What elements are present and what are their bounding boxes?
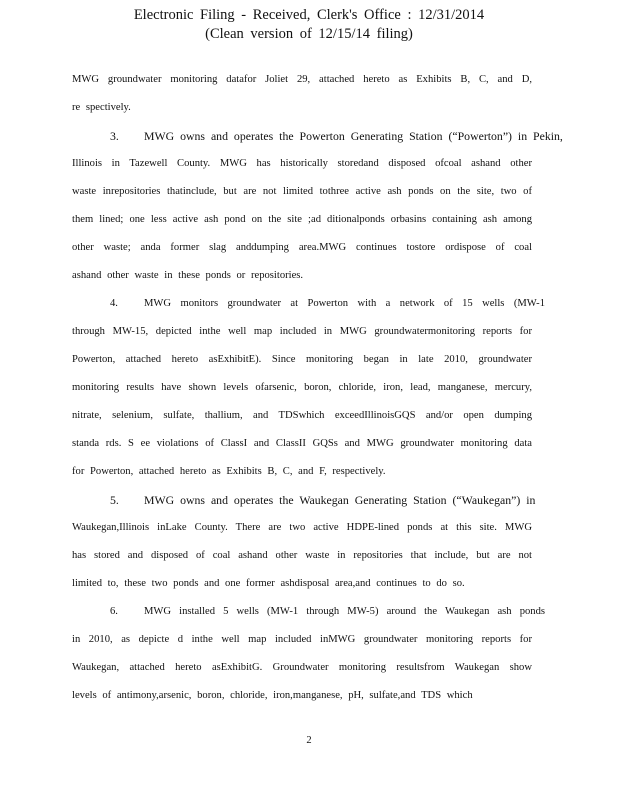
body-line: Waukegan, attached hereto asExhibitG. Groundwater monitoring resultsfrom Waukegan show: [72, 662, 532, 673]
body-line: nitrate, selenium, sulfate, thallium, and TDSwhich exceedIllinoisGQS and/or open dumping: [72, 410, 532, 421]
paragraph-number: 4.: [110, 298, 118, 309]
body-line: has stored and disposed of coal ashand other waste in repositories that include, but are not: [72, 550, 532, 561]
filing-version-line: (Clean version of 12/15/14 filing): [205, 26, 413, 42]
body-line: for Powerton, attached hereto as Exhibits B, C, and F, respectively.: [72, 466, 386, 477]
paragraph-number: 3.: [110, 129, 119, 143]
body-line: limited to, these two ponds and one former ashdisposal area,and continues to do so.: [72, 578, 465, 589]
filing-status-line: Electronic Filing - Received, Clerk's Office : 12/31/2014: [133, 7, 485, 23]
body-line: Waukegan,Illinois inLake County. There are two active HDPE-lined ponds at this site. MWG: [72, 522, 532, 533]
body-line: standa rds. S ee violations of ClassI and ClassII GQSs and MWG groundwater monitoring data: [72, 438, 532, 449]
filing-header: [0, 6, 618, 44]
body-line: re spectively.: [72, 102, 131, 113]
body-line: levels of antimony,arsenic, boron, chloride, iron,manganese, pH, sulfate,and TDS which: [72, 690, 473, 701]
paragraph-5-first-line: [110, 493, 545, 507]
body-line: Illinois in Tazewell County. MWG has historically storedand disposed ofcoal ashand other: [72, 158, 532, 169]
body-line: monitoring results have shown levels ofarsenic, boron, chloride, iron, lead, manganese, mercury,: [72, 382, 532, 393]
body-line: MWG owns and operates the Powerton Generating Station (“Powerton”) in Pekin,: [144, 129, 563, 143]
page-number: 2: [306, 735, 312, 746]
body-line: other waste; anda former slag anddumping area.MWG continues tostore ordispose of coal: [72, 242, 532, 253]
body-line: them lined; one less active ash pond on the site ;ad ditionalponds orbasins containing ash among: [72, 214, 532, 225]
paragraph-4-first-line: [110, 297, 545, 311]
body-line: in 2010, as depicte d inthe well map included inMWG groundwater monitoring reports for: [72, 634, 532, 645]
body-line: MWG installed 5 wells (MW-1 through MW-5) around the Waukegan ash ponds: [144, 606, 545, 617]
body-line: waste inrepositories thatinclude, but are not limited tothree active ash ponds on the site, two of: [72, 186, 532, 197]
body-line: MWG owns and operates the Waukegan Generating Station (“Waukegan”) in: [144, 493, 536, 507]
body-line: MWG groundwater monitoring datafor Joliet 29, attached hereto as Exhibits B, C, and D,: [72, 74, 532, 85]
paragraph-6-first-line: [110, 605, 545, 619]
body-line: through MW-15, depicted inthe well map included in MWG groundwatermonitoring reports for: [72, 326, 532, 337]
paragraph-number: 5.: [110, 493, 119, 507]
body-line: Powerton, attached hereto asExhibitE). Since monitoring began in late 2010, groundwater: [72, 354, 532, 365]
body-line: MWG monitors groundwater at Powerton with a network of 15 wells (MW-1: [144, 298, 545, 309]
body-line: ashand other waste in these ponds or repositories.: [72, 270, 304, 281]
paragraph-3-first-line: [110, 129, 563, 143]
paragraph-number: 6.: [110, 606, 118, 617]
